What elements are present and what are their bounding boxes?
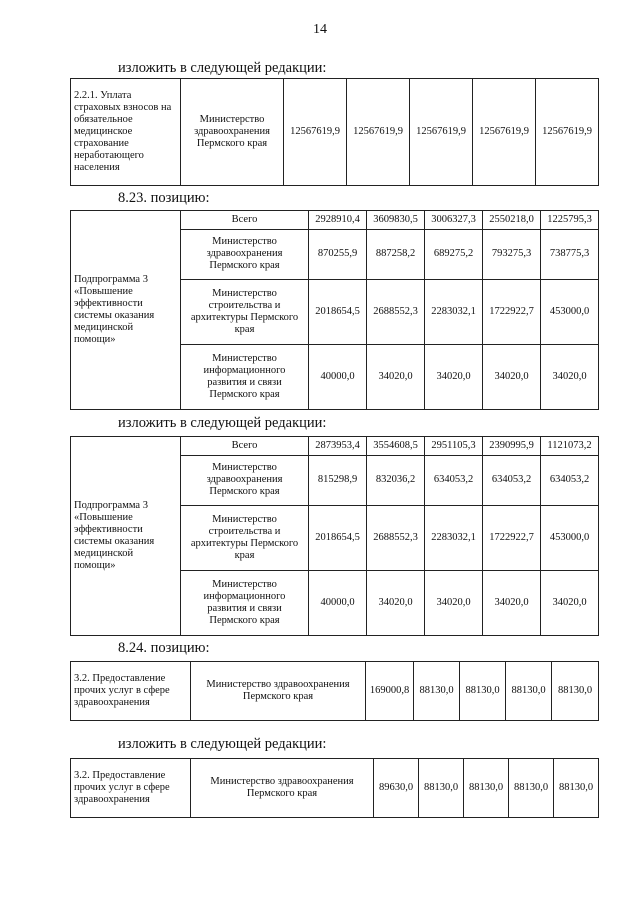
row-name: Министерство здравоохранения Пермского края bbox=[181, 455, 309, 505]
value-cell: 88130,0 bbox=[509, 759, 554, 818]
value-cell: 689275,2 bbox=[425, 229, 483, 279]
table-subprogram-3-new bbox=[70, 436, 599, 636]
page-number: 14 bbox=[313, 22, 327, 37]
row-name: Министерство информационного развития и связи Пермского края bbox=[181, 571, 309, 636]
value-cell: 169000,8 bbox=[366, 662, 414, 721]
paragraph-amend-1: изложить в следующей редакции: bbox=[118, 60, 327, 76]
value-cell: 88130,0 bbox=[506, 662, 552, 721]
value-cell: 12567619,9 bbox=[473, 79, 536, 186]
table-subprogram-3-old bbox=[70, 210, 599, 410]
value-cell: 34020,0 bbox=[483, 571, 541, 636]
value-cell: 634053,2 bbox=[425, 455, 483, 505]
value-cell: 2873953,4 bbox=[309, 437, 367, 456]
ministry-cell: Министерство здравоохранения Пермского края bbox=[181, 79, 284, 186]
row-name: Министерство информационного развития и связи Пермского края bbox=[181, 345, 309, 410]
value-cell: 3609830,5 bbox=[367, 211, 425, 230]
value-cell: 88130,0 bbox=[419, 759, 464, 818]
value-cell: 2688552,3 bbox=[367, 506, 425, 571]
ministry-cell: Министерство здравоохранения Пермского края bbox=[191, 759, 374, 818]
row-label: 3.2. Предоставление прочих услуг в сфере здравоохранения bbox=[71, 662, 191, 721]
value-cell: 453000,0 bbox=[541, 280, 599, 345]
paragraph-position-8-23: 8.23. позицию: bbox=[118, 190, 210, 206]
value-cell: 88130,0 bbox=[460, 662, 506, 721]
paragraph-position-8-24: 8.24. позицию: bbox=[118, 640, 210, 656]
value-cell: 34020,0 bbox=[425, 345, 483, 410]
value-cell: 12567619,9 bbox=[347, 79, 410, 186]
value-cell: 1722922,7 bbox=[483, 280, 541, 345]
value-cell: 12567619,9 bbox=[284, 79, 347, 186]
value-cell: 40000,0 bbox=[309, 571, 367, 636]
value-cell: 832036,2 bbox=[367, 455, 425, 505]
value-cell: 2283032,1 bbox=[425, 280, 483, 345]
value-cell: 88130,0 bbox=[554, 759, 599, 818]
row-name: Всего bbox=[181, 437, 309, 456]
ministry-cell: Министерство здравоохранения Пермского края bbox=[191, 662, 366, 721]
value-cell: 634053,2 bbox=[483, 455, 541, 505]
value-cell: 2951105,3 bbox=[425, 437, 483, 456]
value-cell: 12567619,9 bbox=[536, 79, 599, 186]
value-cell: 40000,0 bbox=[309, 345, 367, 410]
row-name: Всего bbox=[181, 211, 309, 230]
value-cell: 34020,0 bbox=[367, 571, 425, 636]
value-cell: 2283032,1 bbox=[425, 506, 483, 571]
value-cell: 1121073,2 bbox=[541, 437, 599, 456]
value-cell: 34020,0 bbox=[541, 571, 599, 636]
table-2-2-1-old bbox=[70, 78, 599, 186]
row-name: Министерство строительства и архитектуры Пермского края bbox=[181, 506, 309, 571]
subprogram-label: Подпрограмма 3 «Повышение эффективности системы оказания медицинской помощи» bbox=[71, 437, 181, 636]
table-3-2-new bbox=[70, 758, 599, 818]
value-cell: 2018654,5 bbox=[309, 280, 367, 345]
paragraph-amend-2: изложить в следующей редакции: bbox=[118, 415, 327, 431]
value-cell: 2688552,3 bbox=[367, 280, 425, 345]
row-name: Министерство строительства и архитектуры Пермского края bbox=[181, 280, 309, 345]
value-cell: 1225795,3 bbox=[541, 211, 599, 230]
value-cell: 88130,0 bbox=[464, 759, 509, 818]
row-name: Министерство здравоохранения Пермского края bbox=[181, 229, 309, 279]
value-cell: 3006327,3 bbox=[425, 211, 483, 230]
value-cell: 634053,2 bbox=[541, 455, 599, 505]
value-cell: 887258,2 bbox=[367, 229, 425, 279]
row-label: 3.2. Предоставление прочих услуг в сфере здравоохранения bbox=[71, 759, 191, 818]
value-cell: 3554608,5 bbox=[367, 437, 425, 456]
table-3-2-old bbox=[70, 661, 599, 721]
value-cell: 2550218,0 bbox=[483, 211, 541, 230]
subprogram-label: Подпрограмма 3 «Повышение эффективности системы оказания медицинской помощи» bbox=[71, 211, 181, 410]
value-cell: 89630,0 bbox=[374, 759, 419, 818]
value-cell: 793275,3 bbox=[483, 229, 541, 279]
value-cell: 2390995,9 bbox=[483, 437, 541, 456]
value-cell: 88130,0 bbox=[414, 662, 460, 721]
value-cell: 34020,0 bbox=[425, 571, 483, 636]
value-cell: 12567619,9 bbox=[410, 79, 473, 186]
value-cell: 1722922,7 bbox=[483, 506, 541, 571]
value-cell: 453000,0 bbox=[541, 506, 599, 571]
value-cell: 34020,0 bbox=[541, 345, 599, 410]
value-cell: 2018654,5 bbox=[309, 506, 367, 571]
paragraph-amend-3: изложить в следующей редакции: bbox=[118, 736, 327, 752]
value-cell: 738775,3 bbox=[541, 229, 599, 279]
value-cell: 34020,0 bbox=[483, 345, 541, 410]
value-cell: 2928910,4 bbox=[309, 211, 367, 230]
row-label: 2.2.1. Уплата страховых взносов на обязательное медицинское страхование неработающего населения bbox=[71, 79, 181, 186]
value-cell: 870255,9 bbox=[309, 229, 367, 279]
value-cell: 815298,9 bbox=[309, 455, 367, 505]
value-cell: 34020,0 bbox=[367, 345, 425, 410]
value-cell: 88130,0 bbox=[552, 662, 599, 721]
